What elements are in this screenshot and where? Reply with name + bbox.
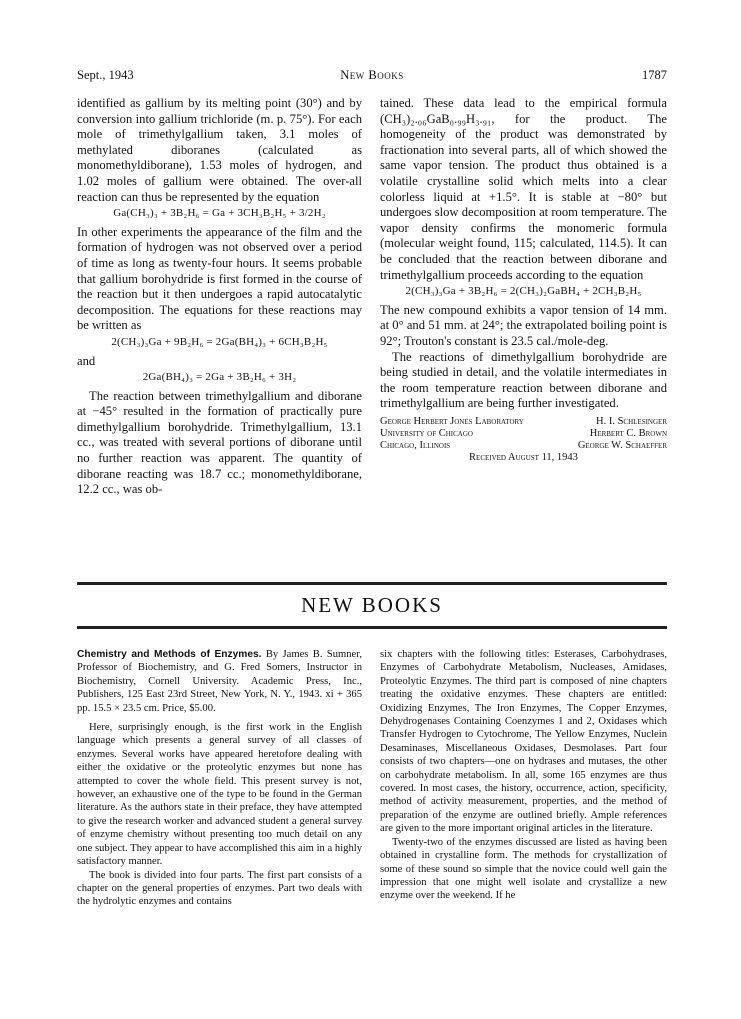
paragraph: identified as gallium by its melting point (30°) and by conversion into gallium trichloride (m. p. 75°). For each mole of trimethylgallium taken, 3.1 moles of methylated diboranes (calculated as monomethyldiborane), 1.53 moles of hydrogen, and 1.02 moles of gallium were obtained. The over-all reaction can thus be represented by the equation bbox=[77, 96, 362, 204]
book-details: By James B. Sumner, Professor of Biochemistry, and G. Fred Somers, Instructor in Biochemistry, Cornell University. Academic Press, Inc., Publishers, 125 East 23rd Street, New York, N. Y., 1943. xi + 365 pp. 15.5 × 23.5 cm. Price, $5.00. bbox=[77, 649, 362, 714]
equation: 2Ga(BH₄)₃ = 2Ga + 3B₂H₆ + 3H₂ bbox=[142, 371, 297, 384]
section-divider bbox=[77, 626, 667, 629]
upper-left-column bbox=[77, 96, 362, 498]
section-divider bbox=[77, 582, 667, 585]
conjunction-text: and bbox=[77, 353, 96, 368]
upper-right-column bbox=[380, 96, 667, 464]
author-signature bbox=[380, 416, 667, 464]
book-title: Chemistry and Methods of Enzymes. bbox=[77, 649, 262, 660]
institution-name: University of Chicago bbox=[380, 427, 473, 439]
paragraph: tained. These data lead to the empirical formula (CH₃)₂.₀₆GaB₀.₉₉H₃.₉₁, for the product. The homogeneity of the product was demonstrated by fractionation into several parts, all of which showed the same vapor tension. The product thus obtained is a volatile crystalline solid which melts into a clear colorless liquid at +1.5°. It is stable at −80° but undergoes slow decomposition at room temperature. The vapor density confirms the monomeric formula (molecular weight found, 115; calculated, 114.5). It can be concluded that the reaction between diborane and trimethylgallium proceeds according to the equation bbox=[380, 96, 667, 282]
location: Chicago, Illinois bbox=[380, 439, 451, 451]
paragraph: Twenty-two of the enzymes discussed are listed as having been obtained in crystalline form. The methods for crystallization of some of these sound so simple that the novice could well gain the impression that one might well isolate and crystallize a new enzyme over the weekend. If he bbox=[380, 836, 667, 902]
lab-name: George Herbert Jones Laboratory bbox=[380, 415, 524, 427]
paragraph: The reactions of dimethylgallium borohydride are being studied in detail, and the volatile intermediates in the room temperature reaction between diborane and trimethylgallium are being further investigated. bbox=[380, 349, 667, 411]
paragraph: six chapters with the following titles: Esterases, Carbohydrases, Enzymes of Carbohydrate Metabolism, Nucleases, Amidases, Proteolytic Enzymes. The third part is composed of nine chapters treating the oxidative enzymes. These chapters are entitled: Oxidizing Enzymes, The Iron Enzymes, The Copper Enzymes, Dehydrogenases Containing Coenzymes 1 and 2, Oxidases which Transfer Hydrogen to Cytochrome, The Yellow Enzymes, Nuclein Desaminases, Miscellaneous Oxidases, Desmolases. Part four consists of two chapters—one on hydrases and mutases, the other on carbohydrate metabolism. In all, some 165 enzymes are thus covered. In most cases, the history, occurrence, action, specificity, method of activity measurement, properties, and the method of preparation of the enzyme are outlined briefly. Ample references are given to the more important original articles in the literature. bbox=[380, 649, 667, 835]
equation: 2(CH₃)₃Ga + 9B₂H₆ = 2Ga(BH₄)₃ + 6CH₃B₂H₅ bbox=[111, 335, 328, 348]
paragraph: The book is divided into four parts. The first part consists of a chapter on the general properties of enzymes. Part two deals with the hydrolytic enzymes and contains bbox=[77, 869, 362, 908]
paragraph: The reaction between trimethylgallium and diborane at −45° resulted in the formation of practically pure dimethylgallium borohydride. Trimethylgallium, 13.1 cc., was treated with several portions of diborane until no further reaction was apparent. The quantity of diborane reacting was 18.7 cc.; monomethyldiborane, 12.2 cc., was ob- bbox=[77, 388, 362, 497]
paragraph: The new compound exhibits a vapor tension of 14 mm. at 0° and 51 mm. at 24°; the extrapolated boiling point is 92°; Trouton's constant is 23.5 cal./mole-deg. bbox=[380, 302, 667, 348]
book-citation bbox=[77, 648, 362, 715]
lower-left-column bbox=[77, 648, 362, 909]
page-number: 1787 bbox=[642, 68, 667, 82]
lower-right-column bbox=[380, 648, 667, 903]
equation: 2(CH₃)₃Ga + 3B₂H₆ = 2(CH₃)₂GaBH₄ + 2CH₃B₂H₅ bbox=[405, 285, 642, 298]
paragraph: Here, surprisingly enough, is the first work in the English language which presents a general survey of all classes of enzymes. Several works have appeared heretofore dealing with either the oxidative or the proteolytic enzymes but none has attempted to cover the whole field. This present survey is not, however, an exhaustive one of the type to be found in the German literature. As the authors state in their preface, they have attempted to give the research worker and advanced student a general survey of enzyme chemistry without presenting too much detail on any one subject. They appear to have accomplished this aim in a highly satisfactory manner. bbox=[77, 722, 362, 868]
issue-date: Sept., 1943 bbox=[77, 68, 134, 82]
author-name: George W. Schaeffer bbox=[577, 439, 667, 451]
received-date: Received August 11, 1943 bbox=[469, 451, 578, 463]
paragraph: In other experiments the appearance of the film and the formation of hydrogen was not observed over a period of time as long as twenty-four hours. It seems probable that gallium borohydride is first formed in the course of the reaction but it then undergoes a rapid autocatalytic decomposition. The equations for these reactions may be written as bbox=[77, 224, 362, 333]
author-name: Herbert C. Brown bbox=[589, 427, 667, 439]
equation: Ga(CH₃)₃ + 3B₂H₆ = Ga + 3CH₃B₂H₅ + 3/2H₂ bbox=[113, 207, 326, 220]
author-name: H. I. Schlesinger bbox=[596, 415, 667, 427]
section-header: New Books bbox=[340, 68, 404, 82]
section-title: NEW BOOKS bbox=[301, 593, 443, 617]
